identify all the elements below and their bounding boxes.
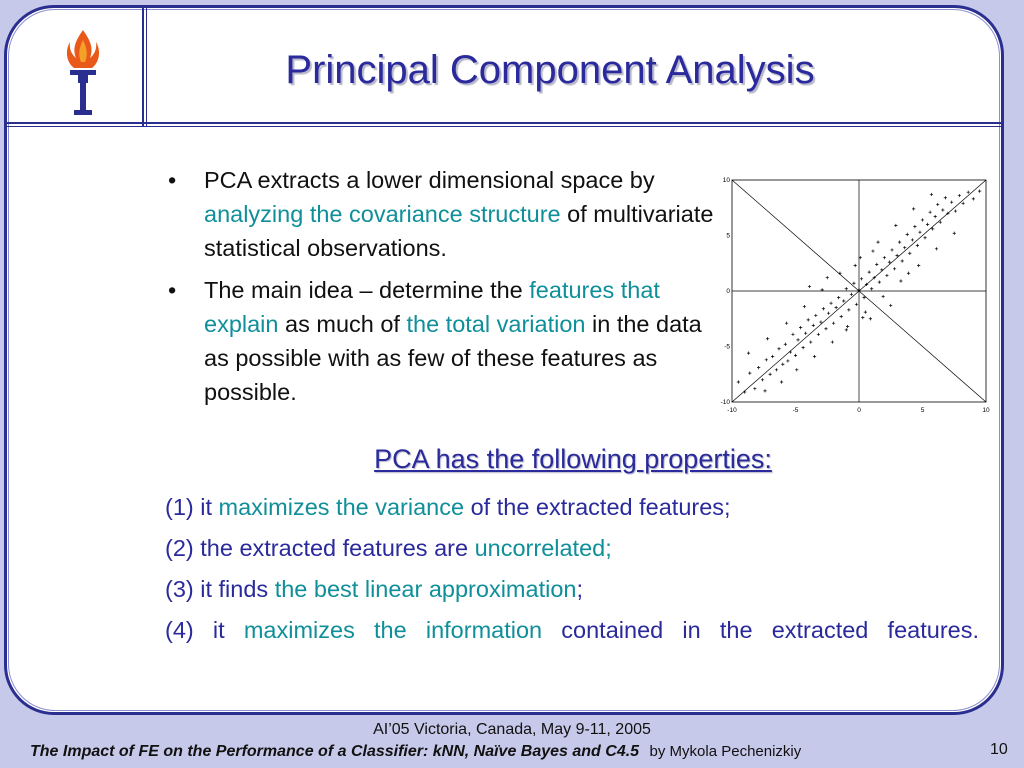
highlighted-text: uncorrelated; bbox=[474, 535, 612, 561]
text-run: (1) it bbox=[165, 494, 219, 520]
scatter-point bbox=[967, 191, 970, 194]
bullet-list bbox=[160, 163, 720, 417]
scatter-point bbox=[875, 263, 878, 266]
properties-heading: PCA has the following properties: bbox=[374, 444, 772, 474]
scatter-point bbox=[901, 259, 904, 262]
scatter-point bbox=[826, 276, 829, 279]
scatter-point bbox=[763, 389, 766, 392]
scatter-point bbox=[796, 338, 799, 341]
scatter-point bbox=[808, 285, 811, 288]
scatter-point bbox=[814, 314, 817, 317]
scatter-point bbox=[913, 225, 916, 228]
scatter-point bbox=[850, 293, 853, 296]
y-tick-label: -10 bbox=[720, 399, 730, 406]
scatter-point bbox=[894, 224, 897, 227]
scatter-point bbox=[921, 218, 924, 221]
y-tick-label: 0 bbox=[726, 288, 730, 295]
page-number: 10 bbox=[990, 741, 1008, 758]
scatter-point bbox=[784, 343, 787, 346]
scatter-point bbox=[832, 322, 835, 325]
scatter-point bbox=[777, 347, 780, 350]
y-tick-label: 5 bbox=[726, 232, 730, 240]
text-run: (2) the extracted features are bbox=[165, 535, 475, 561]
scatter-point bbox=[845, 328, 848, 331]
highlighted-text: the best linear approximation bbox=[274, 576, 577, 602]
scatter-point bbox=[835, 306, 838, 309]
scatter-point bbox=[786, 359, 789, 362]
scatter-point bbox=[822, 307, 825, 310]
scatter-point bbox=[780, 380, 783, 383]
scatter-point bbox=[812, 324, 815, 327]
x-tick-label: -10 bbox=[727, 407, 737, 414]
scatter-point bbox=[769, 373, 772, 376]
scatter-point bbox=[846, 325, 849, 328]
scatter-point bbox=[944, 196, 947, 199]
scatter-point bbox=[840, 315, 843, 318]
footer-author: by Mykola Pechenizkiy bbox=[649, 743, 802, 760]
highlighted-text: analyzing the covariance structure bbox=[204, 201, 561, 227]
scatter-point bbox=[781, 363, 784, 366]
scatter-point bbox=[978, 190, 981, 193]
scatter-point bbox=[917, 264, 920, 267]
scatter-point bbox=[743, 390, 746, 393]
header-divider-vertical-thin bbox=[146, 8, 147, 126]
pca-scatter-plot bbox=[718, 175, 990, 417]
scatter-point bbox=[871, 249, 874, 252]
scatter-point bbox=[883, 256, 886, 259]
scatter-point bbox=[775, 368, 778, 371]
scatter-point bbox=[885, 274, 888, 277]
scatter-point bbox=[802, 346, 805, 349]
highlighted-text: the total variation bbox=[406, 311, 586, 337]
scatter-point bbox=[926, 223, 929, 226]
scatter-point bbox=[916, 244, 919, 247]
scatter-point bbox=[794, 354, 797, 357]
scatter-point bbox=[869, 317, 872, 320]
scatter-point bbox=[809, 340, 812, 343]
scatter-point bbox=[852, 282, 855, 285]
footer-citation bbox=[30, 743, 801, 761]
scatter-point bbox=[893, 267, 896, 270]
scatter-point bbox=[876, 241, 879, 244]
scatter-point bbox=[847, 308, 850, 311]
scatter-point bbox=[837, 296, 840, 299]
text-run: contained in the extracted features. bbox=[542, 617, 979, 643]
scatter-point bbox=[912, 207, 915, 210]
scatter-point bbox=[757, 366, 760, 369]
scatter-point bbox=[838, 272, 841, 275]
scatter-point bbox=[882, 295, 885, 298]
scatter-point bbox=[831, 340, 834, 343]
scatter-point bbox=[930, 193, 933, 196]
scatter-point bbox=[889, 304, 892, 307]
scatter-point bbox=[795, 368, 798, 371]
property-item bbox=[165, 613, 979, 647]
footer-conference: AI’05 Victoria, Canada, May 9-11, 2005 bbox=[373, 721, 651, 738]
header-divider-horizontal bbox=[7, 122, 1004, 124]
scatter-point bbox=[934, 215, 937, 218]
scatter-point bbox=[737, 380, 740, 383]
scatter-point bbox=[766, 337, 769, 340]
footer-paper-title: The Impact of FE on the Performance of a Classifier: kNN, Naïve Bayes and C4.5 bbox=[30, 743, 640, 760]
scatter-point bbox=[864, 310, 867, 313]
text-run: as much of bbox=[278, 311, 407, 337]
text-run: PCA extracts a lower dimensional space by bbox=[204, 167, 655, 193]
bullet-item bbox=[160, 273, 720, 409]
highlighted-text: features that explain bbox=[204, 277, 660, 337]
scatter-point bbox=[929, 211, 932, 214]
scatter-point bbox=[765, 358, 768, 361]
properties-list bbox=[165, 490, 979, 647]
scatter-point bbox=[753, 387, 756, 390]
scatter-point bbox=[941, 208, 944, 211]
scatter-point bbox=[861, 316, 864, 319]
x-tick-label: 10 bbox=[982, 407, 990, 414]
scatter-point bbox=[954, 209, 957, 212]
scatter-point bbox=[761, 378, 764, 381]
text-run: of multivariate statistical observations. bbox=[204, 201, 714, 261]
torch-logo-icon bbox=[58, 28, 108, 118]
slide-title: Principal Component Analysis bbox=[285, 48, 815, 92]
property-item bbox=[165, 531, 979, 565]
text-run: (4) it bbox=[165, 617, 244, 643]
scatter-point bbox=[789, 350, 792, 353]
scatter-point bbox=[799, 326, 802, 329]
scatter-point bbox=[791, 333, 794, 336]
scatter-point bbox=[842, 299, 845, 302]
scatter-point bbox=[953, 232, 956, 235]
header-divider-vertical bbox=[142, 8, 144, 126]
scatter-point bbox=[903, 246, 906, 249]
scatter-point bbox=[880, 268, 883, 271]
text-run: (3) it finds bbox=[165, 576, 275, 602]
scatter-point bbox=[813, 355, 816, 358]
scatter-point bbox=[907, 272, 910, 275]
x-tick-label: 5 bbox=[920, 407, 925, 414]
scatter-point bbox=[870, 287, 873, 290]
scatter-point bbox=[962, 202, 965, 205]
scatter-point bbox=[935, 247, 938, 250]
property-item bbox=[165, 490, 979, 524]
scatter-point bbox=[906, 233, 909, 236]
scatter-point bbox=[854, 264, 857, 267]
scatter-point bbox=[911, 238, 914, 241]
property-item bbox=[165, 572, 979, 606]
scatter-point bbox=[860, 277, 863, 280]
scatter-point bbox=[958, 194, 961, 197]
scatter-point bbox=[785, 322, 788, 325]
scatter-point bbox=[817, 333, 820, 336]
scatter-point bbox=[807, 318, 810, 321]
x-tick-label: 0 bbox=[857, 407, 861, 414]
x-tick-label: -5 bbox=[792, 407, 799, 414]
scatter-point bbox=[771, 355, 774, 358]
scatter-point bbox=[803, 305, 806, 308]
scatter-point bbox=[868, 271, 871, 274]
scatter-point bbox=[824, 327, 827, 330]
bullet-item bbox=[160, 163, 720, 265]
text-run: ; bbox=[576, 576, 583, 602]
scatter-point bbox=[829, 302, 832, 305]
scatter-point bbox=[918, 231, 921, 234]
text-run: The main idea – determine the bbox=[204, 277, 530, 303]
text-run: of the extracted features; bbox=[464, 494, 731, 520]
scatter-point bbox=[855, 303, 858, 306]
scatter-point bbox=[972, 197, 975, 200]
scatter-point bbox=[898, 241, 901, 244]
scatter-point bbox=[748, 372, 751, 375]
scatter-point bbox=[936, 203, 939, 206]
scatter-point bbox=[890, 248, 893, 251]
scatter-point bbox=[950, 201, 953, 204]
highlighted-text: maximizes the variance bbox=[218, 494, 465, 520]
scatter-point bbox=[899, 279, 902, 282]
y-tick-label: -5 bbox=[724, 343, 730, 351]
scatter-point bbox=[923, 236, 926, 239]
scatter-point bbox=[845, 287, 848, 290]
text-run: in the data as possible with as few of these features as possible. bbox=[204, 311, 702, 405]
scatter-point bbox=[804, 332, 807, 335]
scatter-point bbox=[878, 281, 881, 284]
scatter-point bbox=[908, 252, 911, 255]
header-divider-horizontal-thin bbox=[7, 126, 1004, 127]
y-tick-label: 10 bbox=[722, 177, 730, 184]
scatter-point bbox=[747, 352, 750, 355]
highlighted-text: maximizes the information bbox=[243, 617, 543, 643]
scatter-point bbox=[827, 312, 830, 315]
